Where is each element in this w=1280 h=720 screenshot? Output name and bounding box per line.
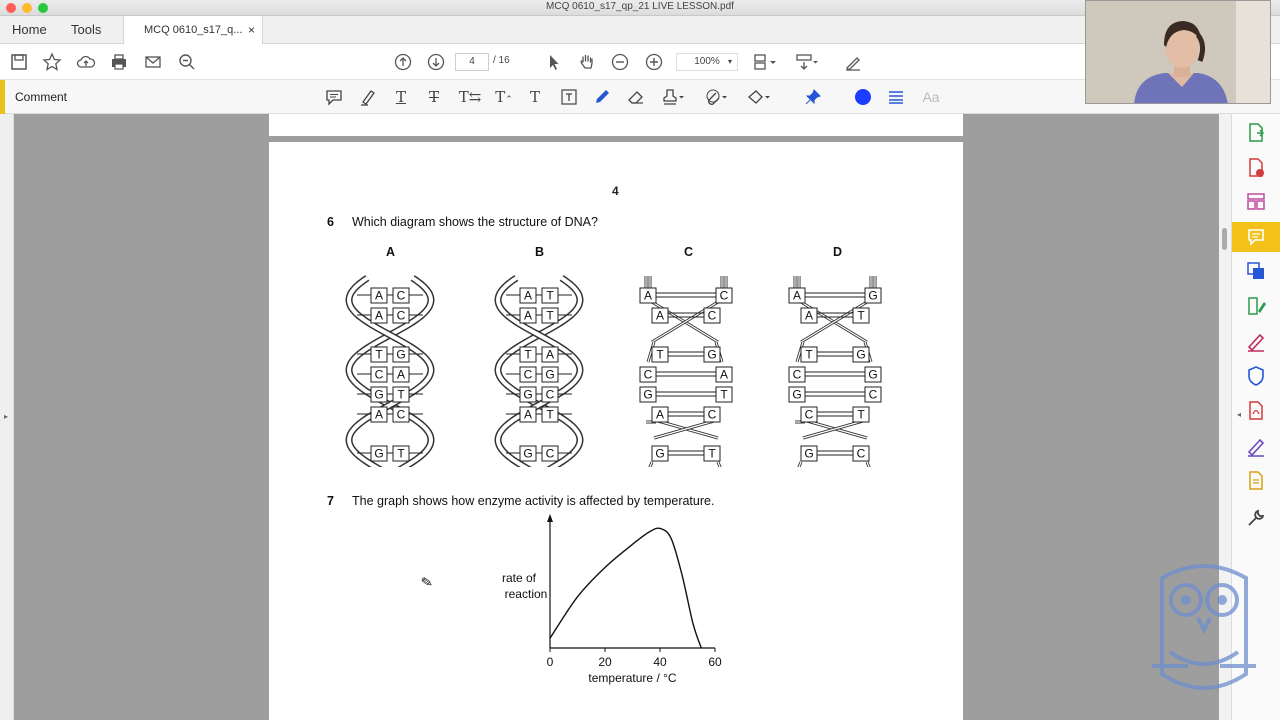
shapes-icon[interactable] xyxy=(746,87,772,107)
base-left: T xyxy=(805,347,813,362)
page-number: 4 xyxy=(612,184,619,198)
base-left: A xyxy=(804,308,814,323)
base-left: G xyxy=(655,446,665,461)
print-icon[interactable] xyxy=(109,52,129,72)
more-tools-icon[interactable] xyxy=(1244,506,1268,530)
page-number-input[interactable]: 4 xyxy=(455,53,489,71)
comment-accent-bar xyxy=(0,80,5,114)
option-d-label: D xyxy=(833,245,843,259)
send-review-icon[interactable] xyxy=(1244,469,1268,493)
option-b-label: B xyxy=(535,245,545,259)
base-right: C xyxy=(545,446,555,461)
question-7-number: 7 xyxy=(327,494,334,508)
base-left: G xyxy=(374,446,384,461)
comment-tool-active[interactable] xyxy=(1232,222,1280,252)
base-left: G xyxy=(374,387,384,402)
base-left: A xyxy=(523,288,533,303)
add-text-icon[interactable]: T xyxy=(529,88,540,106)
hand-icon[interactable] xyxy=(577,52,597,72)
collapse-tools-icon[interactable]: ◂ xyxy=(1237,410,1242,419)
enzyme-activity-chart xyxy=(489,512,749,702)
base-right: C xyxy=(856,446,866,461)
base-right: C xyxy=(719,288,729,303)
base-right: A xyxy=(396,367,406,382)
sticky-note-icon[interactable] xyxy=(324,87,344,107)
base-left: C xyxy=(374,367,384,382)
enzyme-activity-curve xyxy=(550,528,701,648)
base-left: A xyxy=(523,308,533,323)
dna-diagram-c xyxy=(640,276,732,467)
base-right: C xyxy=(707,407,717,422)
x-axis-label: temperature / °C xyxy=(588,671,677,685)
underline-text-icon[interactable]: T xyxy=(395,88,406,106)
replace-text-icon[interactable]: T⇆ xyxy=(458,88,482,106)
comment-label: Comment xyxy=(15,90,68,104)
base-left: T xyxy=(524,347,532,362)
base-left: G xyxy=(643,387,653,402)
pdf-page xyxy=(269,142,963,720)
line-width-icon[interactable] xyxy=(886,87,906,107)
zoom-plus-icon[interactable] xyxy=(644,52,664,72)
pin-icon[interactable] xyxy=(803,87,823,107)
sign-icon[interactable] xyxy=(843,52,863,72)
helix-strand-inner-1 xyxy=(498,278,580,467)
option-c-label: C xyxy=(684,245,694,259)
helix-strand-inner-1 xyxy=(349,278,431,467)
page-up-icon[interactable] xyxy=(393,52,413,72)
helix-strand-0 xyxy=(498,278,580,467)
base-left: C xyxy=(643,367,653,382)
zoom-minus-icon[interactable] xyxy=(610,52,630,72)
comment-icon xyxy=(1246,227,1266,247)
organize-pages-icon[interactable] xyxy=(1244,190,1268,214)
base-right: G xyxy=(868,288,878,303)
scrollbar-thumb[interactable] xyxy=(1222,228,1227,250)
base-right: T xyxy=(857,308,865,323)
dna-diagram-a xyxy=(349,278,431,467)
save-icon[interactable] xyxy=(9,52,29,72)
protect-icon[interactable] xyxy=(1244,364,1268,388)
helix-strand-1 xyxy=(498,278,580,467)
font-button[interactable]: Aa xyxy=(922,89,940,105)
y-axis-arrow xyxy=(547,514,553,522)
page-down-icon[interactable] xyxy=(426,52,446,72)
dna-diagram-b xyxy=(498,278,580,467)
base-right: T xyxy=(546,288,554,303)
helix-strand-inner-0 xyxy=(349,278,431,467)
question-6-text: Which diagram shows the structure of DNA? xyxy=(352,215,598,229)
base-left: T xyxy=(656,347,664,362)
helix-strand-1 xyxy=(349,278,431,467)
x-tick-label: 20 xyxy=(598,655,612,669)
expand-left-pane-icon[interactable]: ▸ xyxy=(4,412,9,421)
base-right: T xyxy=(397,387,405,402)
helix-strand-0 xyxy=(349,278,431,467)
question-7-text: The graph shows how enzyme activity is affected by temperature. xyxy=(352,494,715,508)
base-right: G xyxy=(545,367,555,382)
base-left: A xyxy=(643,288,653,303)
document-viewport[interactable] xyxy=(14,114,1219,720)
base-right: A xyxy=(545,347,555,362)
base-right: G xyxy=(856,347,866,362)
pencil-cursor-icon: ✎ xyxy=(419,573,434,591)
y-axis-label-line-1: rate of xyxy=(501,571,537,585)
y-axis-label-line-2: reaction xyxy=(504,587,548,601)
dna-diagrams xyxy=(269,262,963,467)
view-mode-icon[interactable] xyxy=(752,52,778,72)
base-right: G xyxy=(707,347,717,362)
chevron-down-icon: ▾ xyxy=(727,57,732,66)
page-total: / 16 xyxy=(493,55,510,66)
base-right: T xyxy=(708,446,716,461)
owl-logo-watermark xyxy=(1148,556,1260,700)
base-right: G xyxy=(396,347,406,362)
base-right: T xyxy=(720,387,728,402)
base-right: C xyxy=(545,387,555,402)
zoom-level-select[interactable] xyxy=(676,53,738,71)
pdf-file-icon[interactable] xyxy=(1244,399,1268,423)
helix-strand-inner-0 xyxy=(498,278,580,467)
scroll-mode-icon[interactable] xyxy=(794,52,820,72)
base-left: T xyxy=(375,347,383,362)
base-right: C xyxy=(396,407,406,422)
webcam-overlay xyxy=(1085,0,1271,104)
color-swatch[interactable] xyxy=(855,89,871,105)
tab-home[interactable]: Home xyxy=(12,22,47,37)
question-6-number: 6 xyxy=(327,215,334,229)
x-tick-label: 0 xyxy=(546,655,554,669)
create-pdf-icon[interactable] xyxy=(1244,156,1268,180)
option-a-label: A xyxy=(386,245,396,259)
edit-pdf-icon[interactable] xyxy=(1244,294,1268,318)
base-left: A xyxy=(655,308,665,323)
bookmark-star-icon[interactable] xyxy=(42,52,62,72)
base-right: G xyxy=(868,367,878,382)
fill-sign-icon[interactable] xyxy=(1244,329,1268,353)
stamp-icon[interactable] xyxy=(660,87,686,107)
base-left: C xyxy=(523,367,533,382)
base-left: G xyxy=(523,446,533,461)
base-left: C xyxy=(804,407,814,422)
base-right: C xyxy=(396,308,406,323)
highlight-icon[interactable] xyxy=(358,87,378,107)
tab-close-icon[interactable]: × xyxy=(248,23,256,37)
base-right: T xyxy=(546,308,554,323)
base-left: A xyxy=(523,407,533,422)
base-left: A xyxy=(792,288,802,303)
presenter-video xyxy=(1086,1,1271,104)
window-title: MCQ 0610_s17_qp_21 LIVE LESSON.pdf xyxy=(546,1,734,12)
export-pdf-icon[interactable] xyxy=(1244,121,1268,145)
attach-icon[interactable] xyxy=(703,87,729,107)
base-left: C xyxy=(792,367,802,382)
base-right: T xyxy=(546,407,554,422)
base-left: A xyxy=(374,288,384,303)
tab-document-label: MCQ 0610_s17_q... xyxy=(144,24,243,36)
combine-files-icon[interactable] xyxy=(1244,259,1268,283)
tab-document[interactable] xyxy=(123,16,263,45)
left-pane-collapsed[interactable] xyxy=(0,114,14,720)
strikethrough-icon[interactable]: T xyxy=(428,88,439,106)
x-tick-label: 60 xyxy=(708,655,722,669)
base-right: C xyxy=(707,308,717,323)
base-left: G xyxy=(523,387,533,402)
base-right: C xyxy=(396,288,406,303)
select-arrow-icon[interactable] xyxy=(544,52,564,72)
upload-icon[interactable] xyxy=(76,52,96,72)
base-right: T xyxy=(857,407,865,422)
zoom-level-value: 100% xyxy=(694,56,720,67)
base-left: G xyxy=(792,387,802,402)
base-right: T xyxy=(397,446,405,461)
eraser-icon[interactable] xyxy=(626,87,646,107)
text-box-icon[interactable] xyxy=(559,87,579,107)
email-icon[interactable] xyxy=(143,52,163,72)
base-left: A xyxy=(655,407,665,422)
zoom-out-search-icon[interactable] xyxy=(177,52,197,72)
tab-tools[interactable]: Tools xyxy=(71,22,102,37)
insert-text-icon[interactable]: T⌃ xyxy=(495,88,513,106)
base-left: A xyxy=(374,407,384,422)
dna-diagram-d xyxy=(789,276,881,467)
signature-icon[interactable] xyxy=(1244,434,1268,458)
base-right: C xyxy=(868,387,878,402)
previous-page-bottom xyxy=(269,114,963,136)
base-right: A xyxy=(719,367,729,382)
base-left: A xyxy=(374,308,384,323)
base-left: G xyxy=(804,446,814,461)
x-tick-label: 40 xyxy=(653,655,667,669)
pencil-icon[interactable] xyxy=(592,87,612,107)
